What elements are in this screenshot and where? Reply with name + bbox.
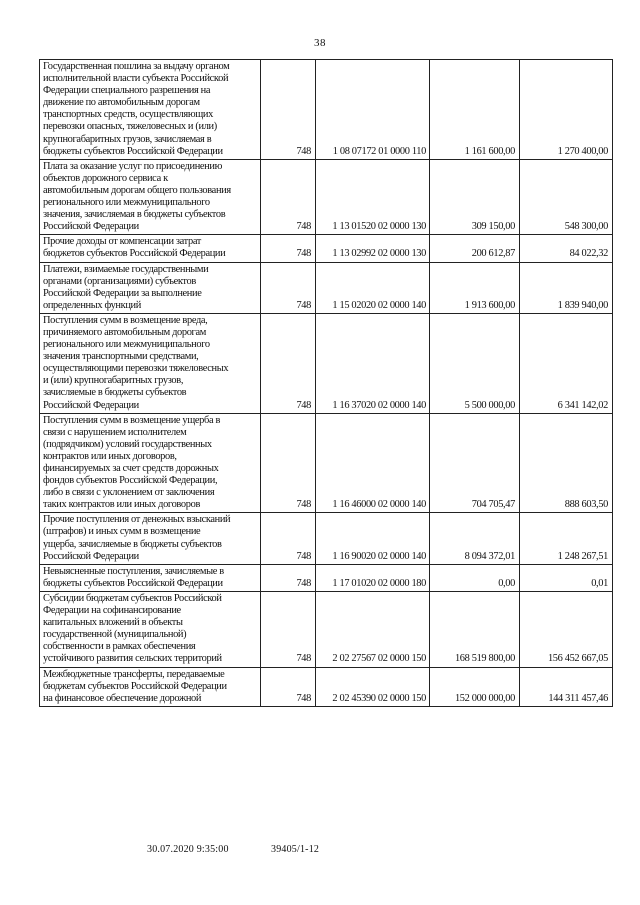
amount-cell: 0,00 xyxy=(430,564,520,591)
budget-classification-code-cell: 2 02 45390 02 0000 150 xyxy=(316,667,430,706)
administrator-code-cell: 748 xyxy=(261,667,316,706)
amount-cell: 156 452 667,05 xyxy=(520,591,613,667)
amount-cell: 1 839 940,00 xyxy=(520,262,613,313)
administrator-code-cell: 748 xyxy=(261,413,316,513)
amount-cell: 144 311 457,46 xyxy=(520,667,613,706)
budget-classification-code-cell: 1 13 01520 02 0000 130 xyxy=(316,159,430,235)
revenue-name-cell: Плата за оказание услуг по присоединению объектов дорожного сервиса к автомобильным дорогам общего пользования регионального или межмуниципального значения, зачисляемая в бюджеты субъектов Российской Федерации xyxy=(40,159,261,235)
amount-cell: 888 603,50 xyxy=(520,413,613,513)
revenue-name-cell: Межбюджетные трансферты, передаваемые бюджетам субъектов Российской Федерации на финансовое обеспечение дорожной xyxy=(40,667,261,706)
revenue-table-body xyxy=(40,60,613,707)
administrator-code-cell: 748 xyxy=(261,235,316,262)
table-row xyxy=(40,513,613,564)
table-row xyxy=(40,564,613,591)
footer-document-number: 39405/1-12 xyxy=(271,844,320,855)
amount-cell: 548 300,00 xyxy=(520,159,613,235)
budget-classification-code-cell: 1 17 01020 02 0000 180 xyxy=(316,564,430,591)
amount-cell: 8 094 372,01 xyxy=(430,513,520,564)
budget-classification-code-cell: 1 16 37020 02 0000 140 xyxy=(316,313,430,413)
table-row xyxy=(40,591,613,667)
administrator-code-cell: 748 xyxy=(261,262,316,313)
revenue-name-cell: Прочие доходы от компенсации затрат бюджетов субъектов Российской Федерации xyxy=(40,235,261,262)
table-row xyxy=(40,60,613,160)
revenue-name-cell: Поступления сумм в возмещение вреда, причиняемого автомобильным дорогам регионального или межмуниципального значения транспортными средствами, осуществляющими перевозки тяжеловесных и (или) крупногабаритных грузов, зачисляемые в бюджеты субъектов Российской Федерации xyxy=(40,313,261,413)
table-row xyxy=(40,262,613,313)
amount-cell: 200 612,87 xyxy=(430,235,520,262)
amount-cell: 5 500 000,00 xyxy=(430,313,520,413)
administrator-code-cell: 748 xyxy=(261,313,316,413)
revenue-name-cell: Прочие поступления от денежных взысканий (штрафов) и иных сумм в возмещение ущерба, зачисляемые в бюджеты субъектов Российской Федерации xyxy=(40,513,261,564)
amount-cell: 704 705,47 xyxy=(430,413,520,513)
table-row xyxy=(40,413,613,513)
amount-cell: 0,01 xyxy=(520,564,613,591)
budget-classification-code-cell: 1 08 07172 01 0000 110 xyxy=(316,60,430,160)
budget-classification-code-cell: 1 16 46000 02 0000 140 xyxy=(316,413,430,513)
budget-classification-code-cell: 1 15 02020 02 0000 140 xyxy=(316,262,430,313)
amount-cell: 1 913 600,00 xyxy=(430,262,520,313)
amount-cell: 152 000 000,00 xyxy=(430,667,520,706)
amount-cell: 1 161 600,00 xyxy=(430,60,520,160)
table-row xyxy=(40,313,613,413)
budget-classification-code-cell: 2 02 27567 02 0000 150 xyxy=(316,591,430,667)
revenue-table xyxy=(39,59,613,707)
administrator-code-cell: 748 xyxy=(261,159,316,235)
amount-cell: 168 519 800,00 xyxy=(430,591,520,667)
page-number: 38 xyxy=(314,37,326,49)
revenue-name-cell: Невыясненные поступления, зачисляемые в бюджеты субъектов Российской Федерации xyxy=(40,564,261,591)
table-row xyxy=(40,235,613,262)
amount-cell: 84 022,32 xyxy=(520,235,613,262)
footer-timestamp: 30.07.2020 9:35:00 xyxy=(147,844,229,855)
revenue-name-cell: Платежи, взимаемые государственными органами (организациями) субъектов Российской Федерации за выполнение определенных функций xyxy=(40,262,261,313)
amount-cell: 1 270 400,00 xyxy=(520,60,613,160)
revenue-name-cell: Поступления сумм в возмещение ущерба в связи с нарушением исполнителем (подрядчиком) условий государственных контрактов или иных договоров, финансируемых за счет средств дорожных фондов субъектов Российской Федерации, либо в связи с уклонением от заключения таких контрактов или иных договоров xyxy=(40,413,261,513)
revenue-name-cell: Субсидии бюджетам субъектов Российской Федерации на софинансирование капитальных вложений в объекты государственной (муниципальной) собственности в рамках обеспечения устойчивого развития сельских территорий xyxy=(40,591,261,667)
amount-cell: 6 341 142,02 xyxy=(520,313,613,413)
table-row xyxy=(40,159,613,235)
table-row xyxy=(40,667,613,706)
amount-cell: 309 150,00 xyxy=(430,159,520,235)
amount-cell: 1 248 267,51 xyxy=(520,513,613,564)
administrator-code-cell: 748 xyxy=(261,60,316,160)
administrator-code-cell: 748 xyxy=(261,513,316,564)
administrator-code-cell: 748 xyxy=(261,591,316,667)
revenue-name-cell: Государственная пошлина за выдачу органом исполнительной власти субъекта Российской Федерации специального разрешения на движение по автомобильным дорогам транспортных средств, осуществляющих перевозки опасных, тяжеловесных и (или) крупногабаритных грузов, зачисляемая в бюджеты субъектов Российской Федерации xyxy=(40,60,261,160)
administrator-code-cell: 748 xyxy=(261,564,316,591)
budget-classification-code-cell: 1 16 90020 02 0000 140 xyxy=(316,513,430,564)
budget-classification-code-cell: 1 13 02992 02 0000 130 xyxy=(316,235,430,262)
